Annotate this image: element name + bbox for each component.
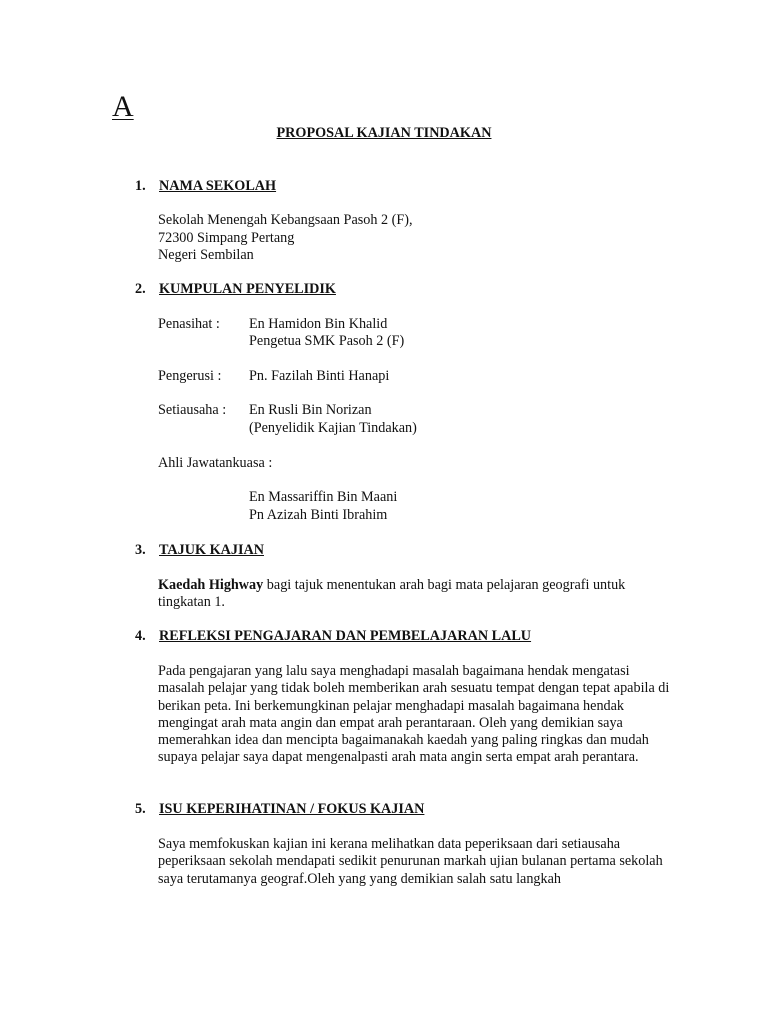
section-label: NAMA SEKOLAH (159, 178, 277, 194)
penasihat-role: Pengetua SMK Pasoh 2 (F) (249, 333, 405, 349)
section-2-heading (135, 281, 336, 298)
ajk-member: Pn Azizah Binti Ibrahim (249, 507, 388, 523)
section-number: 5. (135, 801, 146, 817)
document-title: PROPOSAL KAJIAN TINDAKAN (276, 125, 492, 141)
tajuk-paragraph (158, 577, 678, 612)
section-number: 2. (135, 281, 146, 297)
section-label: KUMPULAN PENYELIDIK (159, 281, 336, 297)
section-4-heading (135, 628, 531, 645)
section-label: REFLEKSI PENGAJARAN DAN PEMBELAJARAN LALU (159, 628, 532, 644)
setiausaha-role: (Penyelidik Kajian Tindakan) (249, 420, 417, 436)
setiausaha-label: Setiausaha : (158, 402, 227, 418)
section-3-heading (135, 542, 264, 559)
section-number: 4. (135, 628, 146, 644)
ajk-member: En Massariffin Bin Maani (249, 489, 398, 505)
section-label: ISU KEPERIHATINAN / FOKUS KAJIAN (159, 801, 425, 817)
pengerusi-name: Pn. Fazilah Binti Hanapi (249, 368, 390, 384)
section-1-heading (135, 178, 276, 195)
tajuk-text: bagi tajuk menentukan arah bagi mata pelajaran geografi untuk tingkatan 1. (158, 577, 626, 611)
section-letter: A (112, 90, 134, 123)
setiausaha-name: En Rusli Bin Norizan (249, 402, 372, 418)
school-address-line: 72300 Simpang Pertang (158, 230, 295, 246)
tajuk-bold-lead: Kaedah Highway (158, 577, 264, 593)
refleksi-paragraph: Pada pengajaran yang lalu saya menghadapi masalah bagaimana hendak mengatasi masalah pelajar yang tidak boleh memberikan arah sesuatu tempat dengan tepat apabila di berikan peta. Ini berkemungkinan pelajar menghadapi masalah bagaimana hendak mengingat arah mata angin dan empat arah perantaraan. Oleh yang demikian saya memerahkan idea dan mencipta bagaimanakah kaedah yang paling ringkas dan mudah supaya pelajar saya dapat mengenalpasti arah mata angin serta empat arah perantara. (158, 663, 670, 766)
section-label: TAJUK KAJIAN (159, 542, 264, 558)
school-name-line: Sekolah Menengah Kebangsaan Pasoh 2 (F), (158, 212, 413, 228)
pengerusi-label: Pengerusi : (158, 368, 222, 384)
section-number: 1. (135, 178, 146, 194)
penasihat-label: Penasihat : (158, 316, 220, 332)
section-number: 3. (135, 542, 146, 558)
school-state-line: Negeri Sembilan (158, 247, 254, 263)
section-5-heading (135, 801, 424, 818)
isu-paragraph: Saya memfokuskan kajian ini kerana melihatkan data peperiksaan dari setiausaha peperiksaan sekolah mendapati sedikit penurunan markah ujian bulanan pertama sekolah saya terutamanya geograf.Oleh yang yang demikian salah satu langkah (158, 836, 663, 887)
penasihat-name: En Hamidon Bin Khalid (249, 316, 388, 332)
ajk-label: Ahli Jawatankuasa : (158, 455, 273, 471)
